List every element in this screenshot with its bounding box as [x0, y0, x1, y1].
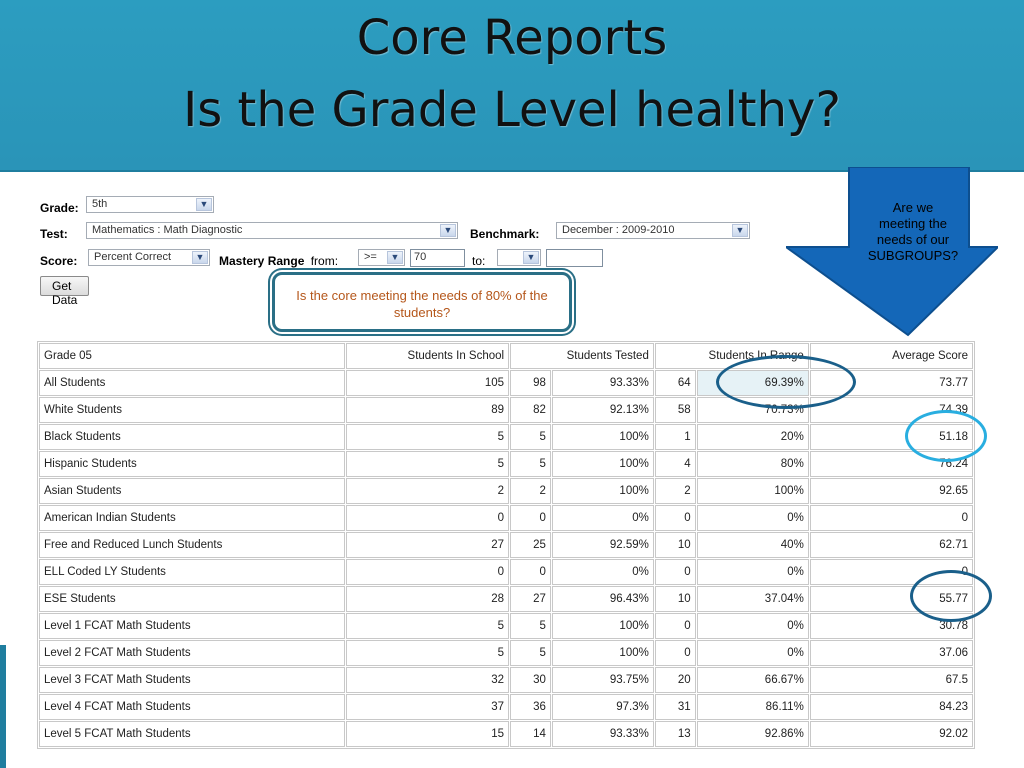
cell-in-range-count: 20: [655, 667, 696, 693]
subgroups-callout-line1: Are we: [892, 200, 934, 215]
cell-students-in-school: 5: [346, 613, 509, 639]
table-row: [39, 613, 973, 639]
mastery-operator-select[interactable]: [358, 249, 405, 266]
cell-students-in-school: 5: [346, 640, 509, 666]
cell-students-in-school: 2: [346, 478, 509, 504]
cell-in-range-percent: 86.11%: [697, 694, 809, 720]
score-select[interactable]: [88, 249, 210, 266]
table-row: [39, 505, 973, 531]
cell-group: Level 5 FCAT Math Students: [39, 721, 345, 747]
cell-students-in-school: 37: [346, 694, 509, 720]
cell-students-in-school: 27: [346, 532, 509, 558]
cell-tested-percent: 92.13%: [552, 397, 654, 423]
cell-tested-count: 25: [510, 532, 551, 558]
cell-average-score: 92.65: [810, 478, 973, 504]
chevron-down-icon[interactable]: ▼: [192, 251, 208, 264]
cell-group: ESE Students: [39, 586, 345, 612]
cell-group: Hispanic Students: [39, 451, 345, 477]
subgroups-callout-line3: needs of our: [876, 232, 950, 247]
cell-in-range-count: 0: [655, 640, 696, 666]
cell-tested-percent: 0%: [552, 505, 654, 531]
cell-students-in-school: 28: [346, 586, 509, 612]
cell-tested-count: 5: [510, 640, 551, 666]
table-row: [39, 478, 973, 504]
cell-group: Level 4 FCAT Math Students: [39, 694, 345, 720]
cell-average-score: 37.06: [810, 640, 973, 666]
cell-average-score: 55.77: [810, 586, 973, 612]
cell-in-range-percent: 0%: [697, 505, 809, 531]
cell-average-score: 74.39: [810, 397, 973, 423]
cell-in-range-percent: 70.73%: [697, 397, 809, 423]
cell-tested-percent: 96.43%: [552, 586, 654, 612]
cell-students-in-school: 5: [346, 424, 509, 450]
from-label: from:: [310, 254, 339, 268]
cell-in-range-count: 2: [655, 478, 696, 504]
cell-group: White Students: [39, 397, 345, 423]
table-body: [39, 370, 973, 747]
cell-students-in-school: 0: [346, 505, 509, 531]
mastery-from-input[interactable]: 70: [410, 249, 465, 267]
cell-in-range-count: 13: [655, 721, 696, 747]
test-select-value: Mathematics : Math Diagnostic: [92, 224, 243, 236]
cell-tested-count: 82: [510, 397, 551, 423]
chevron-down-icon[interactable]: ▼: [523, 251, 539, 264]
cell-tested-percent: 100%: [552, 451, 654, 477]
core-callout: Is the core meeting the needs of 80% of the students?: [272, 272, 572, 332]
benchmark-select[interactable]: [556, 222, 750, 239]
cell-tested-percent: 0%: [552, 559, 654, 585]
grade-select-value: 5th: [92, 198, 108, 210]
cell-tested-count: 30: [510, 667, 551, 693]
benchmark-label: Benchmark:: [470, 227, 540, 241]
table-row: [39, 694, 973, 720]
test-select[interactable]: [86, 222, 458, 239]
cell-average-score: 51.18: [810, 424, 973, 450]
cell-group: All Students: [39, 370, 345, 396]
cell-tested-count: 98: [510, 370, 551, 396]
get-data-button[interactable]: Get Data: [40, 276, 89, 296]
grade-select[interactable]: [86, 196, 214, 213]
table-row: [39, 559, 973, 585]
cell-group: Asian Students: [39, 478, 345, 504]
table-row: [39, 586, 973, 612]
cell-in-range-percent: 40%: [697, 532, 809, 558]
cell-in-range-count: 58: [655, 397, 696, 423]
cell-in-range-percent: 92.86%: [697, 721, 809, 747]
cell-tested-count: 14: [510, 721, 551, 747]
cell-tested-count: 5: [510, 451, 551, 477]
cell-average-score: 30.78: [810, 613, 973, 639]
subgroups-callout: [848, 200, 978, 264]
cell-in-range-count: 10: [655, 586, 696, 612]
cell-tested-count: 0: [510, 505, 551, 531]
cell-group: ELL Coded LY Students: [39, 559, 345, 585]
cell-in-range-percent: 80%: [697, 451, 809, 477]
cell-tested-percent: 93.33%: [552, 721, 654, 747]
cell-in-range-count: 1: [655, 424, 696, 450]
slide-subtitle: Is the Grade Level healthy?: [183, 82, 841, 138]
cell-in-range-percent: 20%: [697, 424, 809, 450]
table-row: [39, 667, 973, 693]
header-students-in-range: Students In Range: [655, 343, 809, 369]
cell-in-range-percent: 0%: [697, 613, 809, 639]
chevron-down-icon[interactable]: ▼: [387, 251, 403, 264]
mastery-to-operator-select[interactable]: [497, 249, 541, 266]
cell-in-range-percent: 0%: [697, 640, 809, 666]
score-select-value: Percent Correct: [94, 251, 172, 263]
header-students-in-school: Students In School: [346, 343, 509, 369]
cell-tested-count: 27: [510, 586, 551, 612]
cell-group: Free and Reduced Lunch Students: [39, 532, 345, 558]
cell-tested-count: 0: [510, 559, 551, 585]
cell-tested-count: 5: [510, 424, 551, 450]
header-average-score: Average Score: [810, 343, 973, 369]
test-label: Test:: [40, 227, 68, 241]
table-row: [39, 532, 973, 558]
cell-tested-count: 2: [510, 478, 551, 504]
cell-group: Level 2 FCAT Math Students: [39, 640, 345, 666]
cell-tested-count: 5: [510, 613, 551, 639]
cell-students-in-school: 15: [346, 721, 509, 747]
cell-tested-percent: 92.59%: [552, 532, 654, 558]
cell-average-score: 62.71: [810, 532, 973, 558]
cell-in-range-percent: 0%: [697, 559, 809, 585]
cell-tested-percent: 93.33%: [552, 370, 654, 396]
cell-in-range-count: 10: [655, 532, 696, 558]
cell-average-score: 84.23: [810, 694, 973, 720]
cell-group: Level 1 FCAT Math Students: [39, 613, 345, 639]
cell-tested-percent: 97.3%: [552, 694, 654, 720]
header-grade: Grade 05: [39, 343, 345, 369]
cell-average-score: 0: [810, 505, 973, 531]
subgroups-callout-line4: SUBGROUPS?: [867, 248, 959, 263]
cell-tested-percent: 100%: [552, 613, 654, 639]
highlight-oval-black-students-avg: [905, 410, 987, 462]
mastery-operator-value: >=: [364, 251, 377, 263]
cell-students-in-school: 0: [346, 559, 509, 585]
cell-average-score: 76.24: [810, 451, 973, 477]
cell-in-range-count: 0: [655, 613, 696, 639]
cell-tested-count: 36: [510, 694, 551, 720]
cell-average-score: 73.77: [810, 370, 973, 396]
cell-in-range-count: 4: [655, 451, 696, 477]
header-students-tested: Students Tested: [510, 343, 654, 369]
table-row: [39, 451, 973, 477]
chevron-down-icon[interactable]: ▼: [196, 198, 212, 211]
slide-title: Core Reports: [356, 10, 668, 66]
cell-in-range-count: 0: [655, 559, 696, 585]
mastery-range-label: Mastery Range: [219, 254, 305, 268]
cell-tested-percent: 100%: [552, 424, 654, 450]
cell-group: Level 3 FCAT Math Students: [39, 667, 345, 693]
cell-tested-percent: 100%: [552, 478, 654, 504]
cell-students-in-school: 105: [346, 370, 509, 396]
table-row: [39, 721, 973, 747]
cell-average-score: 0: [810, 559, 973, 585]
to-label: to:: [472, 254, 486, 268]
cell-average-score: 67.5: [810, 667, 973, 693]
left-accent-bar: [0, 645, 6, 768]
highlight-oval-ese-students-avg: [910, 570, 992, 622]
slide-header: [0, 0, 1024, 172]
cell-in-range-count: 64: [655, 370, 696, 396]
report-table: [37, 341, 975, 749]
mastery-to-input[interactable]: [546, 249, 603, 267]
benchmark-select-value: December : 2009-2010: [562, 224, 675, 236]
chevron-down-icon[interactable]: ▼: [732, 224, 748, 237]
grade-label: Grade:: [40, 201, 79, 215]
cell-in-range-percent: 66.67%: [697, 667, 809, 693]
cell-in-range-percent: 100%: [697, 478, 809, 504]
cell-students-in-school: 32: [346, 667, 509, 693]
cell-in-range-count: 0: [655, 505, 696, 531]
chevron-down-icon[interactable]: ▼: [440, 224, 456, 237]
cell-in-range-percent: 69.39%: [697, 370, 809, 396]
table-row: [39, 640, 973, 666]
table-row: [39, 424, 973, 450]
score-label: Score:: [40, 254, 78, 268]
cell-group: Black Students: [39, 424, 345, 450]
cell-in-range-percent: 37.04%: [697, 586, 809, 612]
cell-average-score: 92.02: [810, 721, 973, 747]
cell-tested-percent: 100%: [552, 640, 654, 666]
cell-students-in-school: 5: [346, 451, 509, 477]
subgroups-callout-line2: meeting the: [879, 216, 947, 231]
cell-in-range-count: 31: [655, 694, 696, 720]
cell-tested-percent: 93.75%: [552, 667, 654, 693]
cell-group: American Indian Students: [39, 505, 345, 531]
highlight-oval-all-students-range: [716, 355, 856, 409]
cell-students-in-school: 89: [346, 397, 509, 423]
